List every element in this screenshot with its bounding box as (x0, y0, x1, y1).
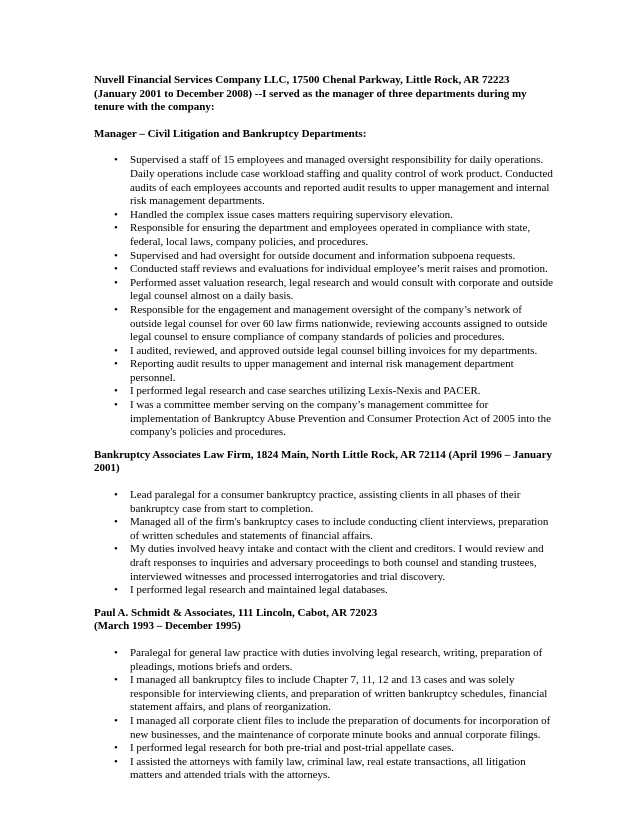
duty-text: My duties involved heavy intake and contact with the client and creditors. I would review and draft responses to inquiries and adversary proceedings to both counsel and standing trustees, interviewed witnesses and processed interrogatories and trial discovery. (130, 543, 544, 583)
duty-text: Lead paralegal for a consumer bankruptcy practice, assisting clients in all phases of their bankruptcy case from start to completion. (130, 489, 521, 515)
duty-text: Supervised and had oversight for outside document and information subpoena requests. (130, 249, 516, 262)
bullet-icon: • (114, 263, 118, 276)
bullet-icon: • (114, 584, 118, 597)
employer-name-line: Paul A. Schmidt & Associates, 111 Lincoln, Cabot, AR 72023 (94, 606, 378, 619)
bullet-icon: • (114, 714, 118, 727)
bullet-icon: • (114, 303, 118, 316)
list-item (94, 277, 554, 304)
bullet-icon: • (114, 385, 118, 398)
list-item (94, 154, 554, 208)
duty-text: I was a committee member serving on the company’s management committee for implementation of Bankruptcy Abuse Prevention and Consumer Protection Act of 2005 into the company's policies and procedures. (130, 399, 551, 439)
duty-text: I managed all corporate client files to include the preparation of documents for incorporation of new businesses, and the maintenance of corporate minute books and annual corporate filings. (130, 714, 551, 741)
duty-text: I assisted the attorneys with family law, criminal law, real estate transactions, all litigation matters and attended trials with the attorneys. (130, 755, 526, 782)
bullet-icon: • (114, 646, 118, 659)
duty-text: Performed asset valuation research, legal research and would consult with corporate and outside legal counsel almost on a daily basis. (130, 276, 554, 303)
bullet-icon: • (114, 358, 118, 371)
list-item (94, 385, 554, 399)
bullet-icon: • (114, 742, 118, 755)
list-item (94, 250, 554, 264)
employer-heading: Bankruptcy Associates Law Firm, 1824 Main, North Little Rock, AR 72114 (April 1996 – January 2001) (94, 448, 553, 475)
list-item (94, 715, 554, 742)
bullet-icon: • (114, 543, 118, 556)
bullet-icon: • (114, 208, 118, 221)
duties-list (94, 489, 554, 598)
bullet-icon: • (114, 154, 118, 167)
list-item (94, 647, 554, 674)
bullet-icon: • (114, 516, 118, 529)
bullet-icon: • (114, 276, 118, 289)
duty-text: I performed legal research and maintained legal databases. (130, 584, 388, 597)
duty-text: Handled the complex issue cases matters requiring supervisory elevation. (130, 208, 453, 221)
list-item (94, 543, 554, 584)
list-item (94, 358, 554, 385)
duty-text: I managed all bankruptcy files to include Chapter 7, 11, 12 and 13 cases and was solely responsible for interviewing clients, and preparation of written bankruptcy schedules, financial statement affairs, and plans of reorganization. (130, 674, 548, 714)
duty-text: Paralegal for general law practice with duties involving legal research, writing, preparation of pleadings, motions briefs and orders. (130, 646, 543, 673)
duty-text: I audited, reviewed, and approved outside legal counsel billing invoices for my departments. (130, 344, 538, 357)
duty-text: I performed legal research and case searches utilizing Lexis-Nexis and PACER. (130, 385, 481, 398)
bullet-icon: • (114, 674, 118, 687)
duties-list (94, 647, 554, 783)
duty-text: Reporting audit results to upper management and internal risk management department personnel. (130, 358, 514, 384)
employer-heading: Nuvell Financial Services Company LLC, 17500 Chenal Parkway, Little Rock, AR 72223 (January 2001 to December 2008) --I served as the manager of three departments during my tenure with the company: (94, 74, 527, 114)
employer-heading (94, 607, 554, 634)
bullet-icon: • (114, 489, 118, 502)
list-item (94, 304, 554, 345)
employment-schmidt-associates (94, 607, 554, 783)
bullet-icon: • (114, 249, 118, 262)
employment-bankruptcy-associates (94, 449, 554, 598)
bullet-icon: • (114, 755, 118, 768)
list-item (94, 209, 554, 223)
list-item (94, 584, 554, 598)
list-item (94, 263, 554, 277)
duty-text: Conducted staff reviews and evaluations for individual employee’s merit raises and promotion. (130, 263, 548, 276)
duty-text: Managed all of the firm's bankruptcy cases to include conducting client interviews, preparation of written schedules and statements of financial affairs. (130, 516, 549, 542)
duty-text: I performed legal research for both pre-trial and post-trial appellate cases. (130, 742, 455, 755)
bullet-icon: • (114, 344, 118, 357)
list-item (94, 742, 554, 756)
list-item (94, 674, 554, 715)
list-item (94, 756, 554, 783)
list-item (94, 489, 554, 516)
resume-content (94, 74, 554, 783)
list-item (94, 399, 554, 440)
list-item (94, 516, 554, 543)
duty-text: Responsible for the engagement and management oversight of the company’s network of outside legal counsel for over 60 law firms nationwide, reviewing accounts assigned to outside legal counsel to ensure compliance of company standards of policies and procedures. (130, 303, 548, 344)
duty-text: Supervised a staff of 15 employees and managed oversight responsibility for daily operations. Daily operations include case workload staffing and quality control of work product. Conducted audits of each employees accounts and reported audit results to upper management and internal risk management departments. (130, 154, 553, 208)
bullet-icon: • (114, 399, 118, 412)
duties-list (94, 154, 554, 439)
position-title: Manager – Civil Litigation and Bankruptcy Departments: (94, 127, 367, 140)
list-item (94, 222, 554, 249)
list-item (94, 345, 554, 359)
duty-text: Responsible for ensuring the department and employees operated in compliance with state, federal, local laws, company policies, and procedures. (130, 222, 531, 248)
employment-dates-line: (March 1993 – December 1995) (94, 620, 241, 633)
bullet-icon: • (114, 222, 118, 235)
employment-nuvell (94, 74, 554, 440)
